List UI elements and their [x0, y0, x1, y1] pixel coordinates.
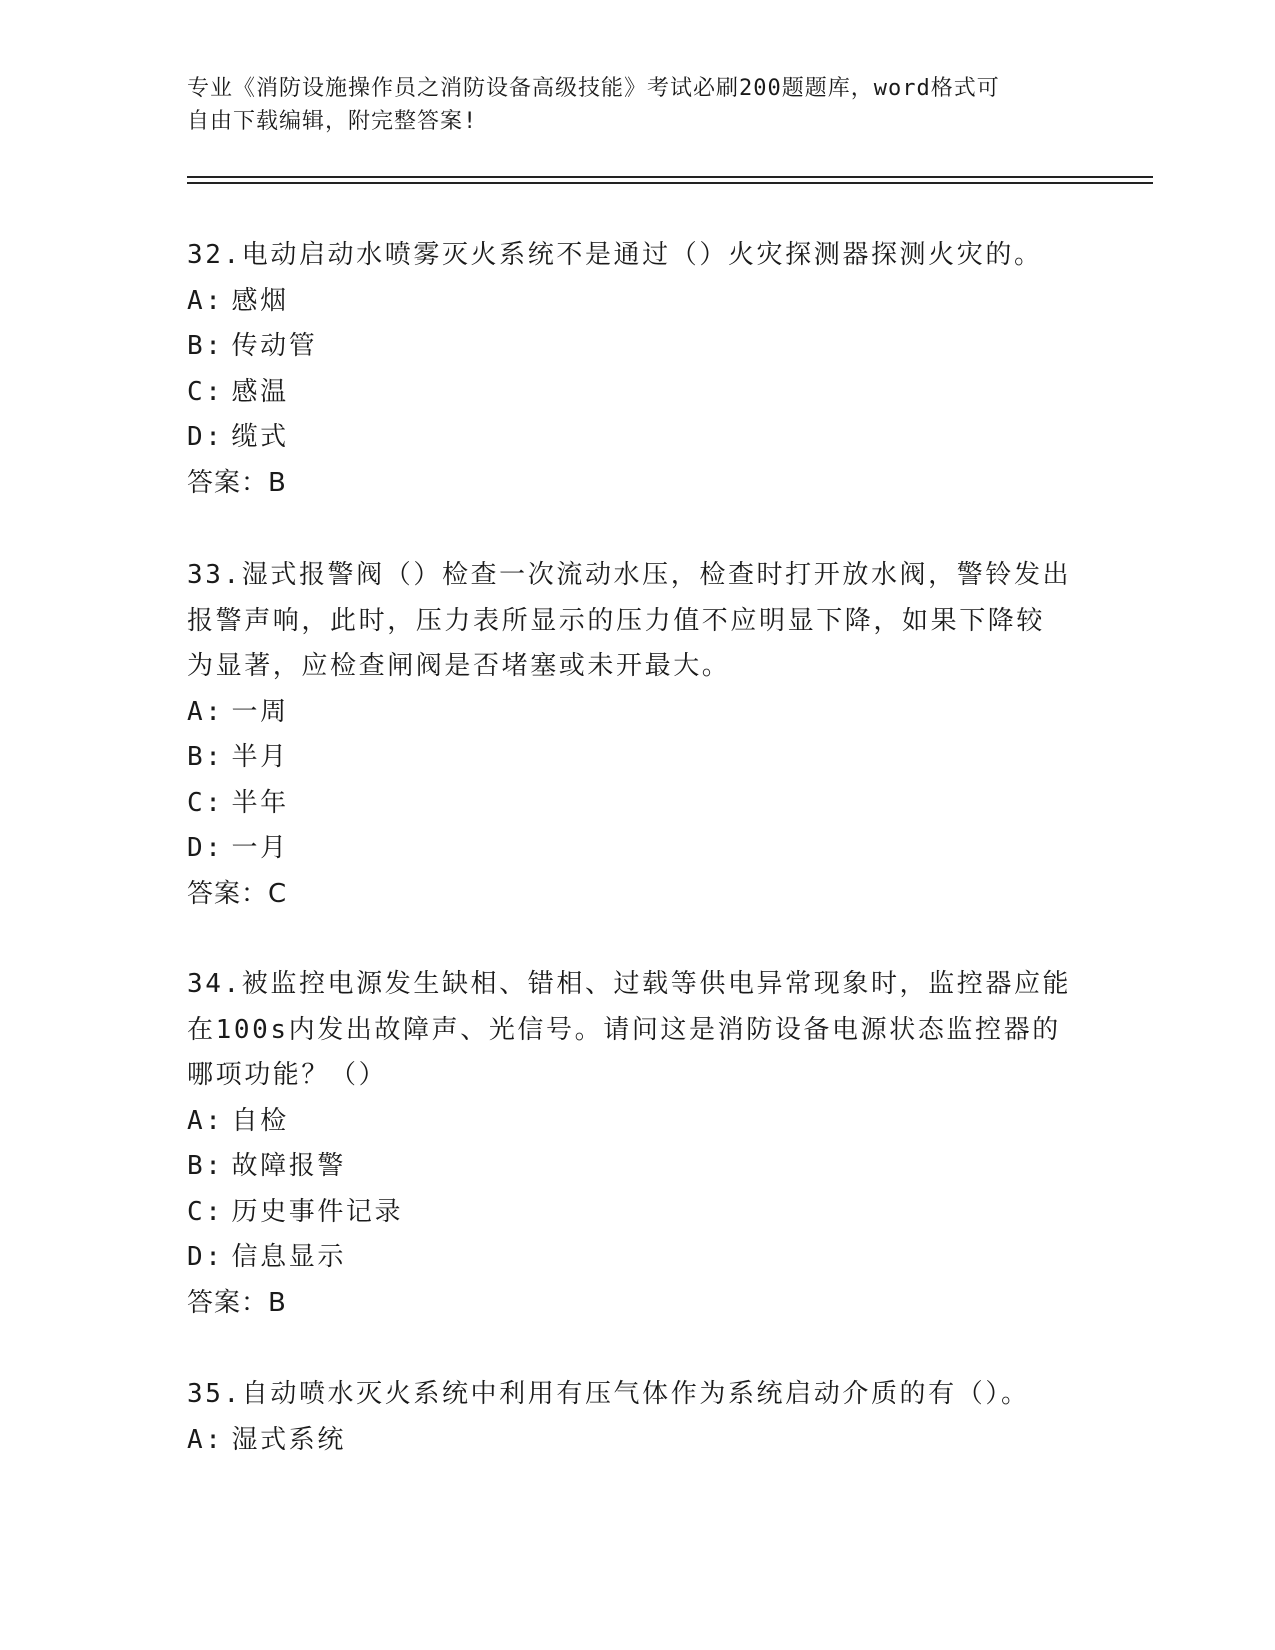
option-text: 一周 — [231, 696, 289, 727]
question-34 — [187, 962, 1087, 1326]
option-text: 半月 — [231, 742, 289, 772]
option-text: 湿式系统 — [231, 1424, 346, 1455]
option-text: 历史事件记录 — [231, 1196, 404, 1227]
header-line-1: 专业《消防设施操作员之消防设备高级技能》考试必刷200题题库，word格式可 — [187, 76, 1000, 101]
option-text: 故障报警 — [231, 1151, 346, 1181]
option-text: 感温 — [231, 376, 289, 407]
question-stem: 32.电动启动水喷雾灭火系统不是通过（）火灾探测器探测火灾的。 — [187, 240, 1043, 270]
option-key: D: — [187, 422, 224, 452]
question-35 — [187, 1372, 1087, 1463]
question-stem-line: 报警声响，此时，压力表所显示的压力值不应明显下降，如果下降较 — [187, 605, 1046, 636]
option-key: A: — [187, 696, 224, 727]
option-key: D: — [187, 833, 224, 863]
option-key: B: — [187, 331, 224, 361]
option-c — [187, 781, 1087, 827]
header-line-2: 自由下载编辑，附完整答案! — [187, 109, 478, 134]
option-key: D: — [187, 1242, 224, 1272]
option-key: C: — [187, 787, 224, 818]
option-d — [187, 1235, 1087, 1281]
option-key: A: — [187, 1424, 224, 1455]
question-stem-line: 在100s内发出故障声、光信号。请问这是消防设备电源状态监控器的 — [187, 1014, 1061, 1045]
question-stem-line: 33.湿式报警阀（）检查一次流动水压，检查时打开放水阀，警铃发出 — [187, 560, 1072, 590]
question-stem-line: 为显著，应检查闸阀是否堵塞或未开最大。 — [187, 651, 731, 681]
option-a — [187, 1418, 1087, 1464]
option-key: C: — [187, 376, 224, 407]
header-divider-top — [187, 176, 1153, 178]
option-key: B: — [187, 1151, 224, 1181]
header-divider-bottom — [187, 182, 1153, 184]
question-stem-line: 哪项功能？（） — [187, 1060, 388, 1090]
option-d — [187, 415, 1087, 461]
option-key: A: — [187, 285, 224, 316]
option-text: 半年 — [231, 787, 289, 818]
option-a — [187, 279, 1087, 325]
option-b — [187, 324, 1087, 370]
option-text: 一月 — [231, 833, 289, 863]
question-stem-line: 34.被监控电源发生缺相、错相、过载等供电异常现象时，监控器应能 — [187, 969, 1072, 999]
option-text: 缆式 — [231, 422, 289, 452]
question-33 — [187, 553, 1087, 917]
option-a — [187, 690, 1087, 736]
question-32 — [187, 233, 1087, 506]
option-key: A: — [187, 1105, 224, 1136]
option-text: 自检 — [231, 1105, 289, 1136]
answer-line: 答案：B — [187, 467, 287, 498]
option-key: B: — [187, 742, 224, 772]
document-header — [187, 72, 1087, 138]
option-text: 传动管 — [231, 331, 318, 361]
option-c — [187, 1190, 1087, 1236]
option-text: 信息显示 — [231, 1242, 346, 1272]
option-c — [187, 370, 1087, 416]
answer-line: 答案：C — [187, 878, 288, 909]
question-stem: 35.自动喷水灭火系统中利用有压气体作为系统启动介质的有（）。 — [187, 1379, 1030, 1409]
option-b — [187, 735, 1087, 781]
option-d — [187, 826, 1087, 872]
answer-line: 答案：B — [187, 1287, 287, 1318]
option-a — [187, 1099, 1087, 1145]
option-b — [187, 1144, 1087, 1190]
option-key: C: — [187, 1196, 224, 1227]
option-text: 感烟 — [231, 285, 289, 316]
